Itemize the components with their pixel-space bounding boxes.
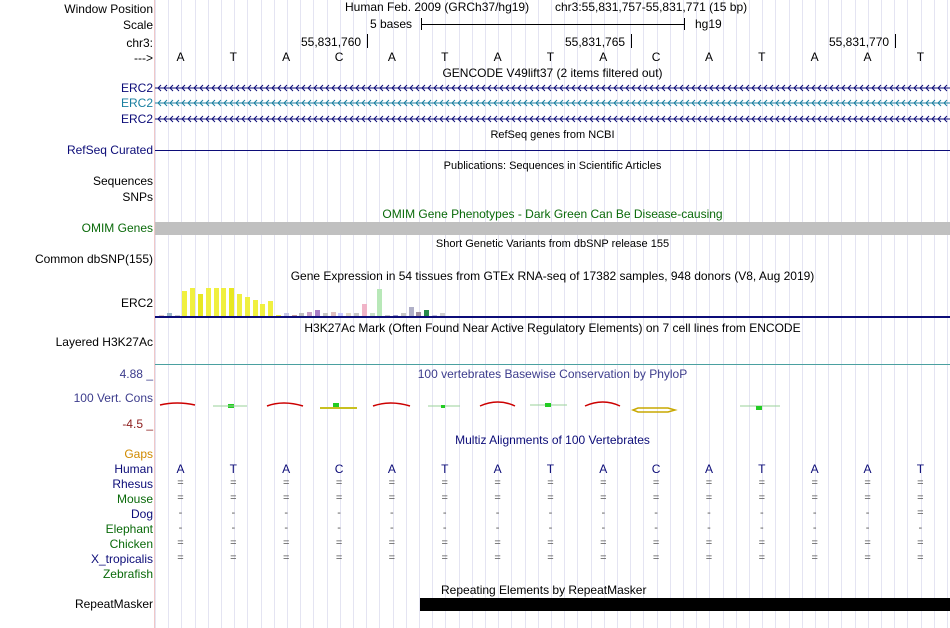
alignment-cell: - [442, 507, 447, 519]
omim-phenotype-bar[interactable] [155, 222, 950, 235]
alignment-cell: = [917, 477, 924, 489]
browser-track-image[interactable] [155, 0, 950, 628]
multiz-species-label[interactable]: Rhesus [112, 477, 153, 491]
omim-track-title: OMIM Gene Phenotypes - Dark Green Can Be Disease-causing [382, 207, 723, 221]
alignment-cell: = [388, 537, 396, 549]
gtex-tissue-bar[interactable] [362, 304, 367, 316]
base-letter: A [176, 50, 185, 64]
multiz-alignment-row [155, 567, 950, 581]
alignment-cell: = [335, 552, 343, 564]
alignment-cell: - [178, 522, 183, 534]
multiz-gaps-label[interactable]: Gaps [124, 447, 153, 461]
gtex-track-title: Gene Expression in 54 tissues from GTEx RNA-seq of 17382 samples, 948 donors (V8, Aug 2019) [290, 269, 815, 283]
alignment-cell: = [177, 477, 184, 489]
scale-label: Scale [122, 18, 153, 32]
multiz-species-label[interactable]: Zebrafish [102, 567, 153, 581]
multiz-alignment-row [155, 477, 950, 491]
alignment-cell: = [652, 537, 660, 549]
alignment-cell: - [654, 522, 658, 534]
alignment-cell: = [547, 552, 554, 564]
gtex-tissue-bar[interactable] [409, 307, 414, 316]
assembly-label: Human Feb. 2009 (GRCh37/hg19) [345, 0, 530, 14]
base-letter: T [758, 50, 766, 64]
multiz-species-label[interactable]: Dog [130, 507, 153, 521]
h3k27ac-track-title: H3K27Ac Mark (Often Found Near Active Regulatory Elements) on 7 cell lines from ENCODE [304, 321, 801, 335]
multiz-alignment-row [155, 537, 950, 551]
alignment-cell: = [230, 552, 237, 564]
alignment-cell: = [705, 477, 713, 489]
scale-bar [421, 18, 685, 30]
alignment-cell: - [390, 507, 394, 519]
h3k27ac-baseline [155, 364, 950, 365]
base-letter: A [493, 50, 502, 64]
multiz-alignment-row [155, 552, 950, 566]
human-base: A [599, 462, 608, 476]
omim-track-label[interactable]: OMIM Genes [81, 221, 153, 235]
alignment-cell: - [495, 522, 500, 534]
alignment-cell: - [390, 522, 394, 534]
gtex-tissue-bar[interactable] [260, 304, 265, 316]
alignment-cell: = [600, 492, 607, 504]
human-base: A [704, 462, 713, 476]
alignment-cell: = [652, 492, 660, 504]
base-letter: T [546, 50, 555, 64]
h3k27ac-track-label[interactable]: Layered H3K27Ac [55, 335, 153, 349]
base-letter: T [916, 50, 925, 64]
alignment-cell: = [441, 537, 448, 549]
base-letter: C [334, 50, 344, 64]
position-readout: chr3:55,831,757-55,831,771 (15 bp) [555, 0, 748, 14]
base-letter: A [704, 50, 713, 64]
gencode-track-title: GENCODE V49lift37 (2 items filtered out) [442, 66, 663, 80]
human-base: A [387, 462, 396, 476]
alignment-cell: = [652, 552, 660, 564]
alignment-cell: - [337, 522, 341, 534]
alignment-cell: = [282, 477, 290, 489]
base-letter: C [651, 50, 661, 64]
base-letter: A [810, 50, 819, 64]
alignment-cell: = [705, 552, 713, 564]
gtex-tissue-bar[interactable] [190, 288, 195, 317]
alignment-cell: - [707, 522, 711, 534]
repeatmasker-track-label[interactable]: RepeatMasker [74, 597, 153, 611]
alignment-cell: - [231, 507, 236, 519]
coord-tick-1 [367, 34, 368, 48]
alignment-cell: = [758, 552, 766, 564]
gtex-tissue-bar[interactable] [221, 288, 226, 317]
human-base: T [758, 462, 766, 476]
alignment-cell: = [335, 537, 343, 549]
human-base: T [229, 462, 238, 476]
alignment-cell: = [705, 492, 713, 504]
alignment-cell: = [917, 552, 924, 564]
base-letter: A [387, 50, 396, 64]
refseq-track-label[interactable]: RefSeq Curated [66, 143, 153, 157]
alignment-cell: = [758, 477, 766, 489]
alignment-cell: = [705, 537, 713, 549]
dbsnp-track-label[interactable]: Common dbSNP(155) [34, 252, 153, 266]
alignment-cell: = [230, 537, 237, 549]
phylop-max-label: 4.88 _ [119, 367, 153, 381]
alignment-cell: - [812, 507, 817, 519]
alignment-cell: = [864, 492, 871, 504]
gencode-item-label-2[interactable]: ERC2 [120, 96, 153, 110]
alignment-cell: = [177, 537, 184, 549]
alignment-cell: = [758, 492, 766, 504]
alignment-cell: = [282, 492, 290, 504]
alignment-cell: = [917, 492, 924, 504]
multiz-alignment-row [155, 522, 950, 536]
alignment-cell: = [282, 537, 290, 549]
base-letter: A [599, 50, 608, 64]
alignment-cell: = [811, 477, 818, 489]
base-sequence-row [155, 50, 950, 64]
alignment-cell: = [335, 492, 343, 504]
alignment-cell: - [865, 507, 870, 519]
coord-tick-3 [895, 34, 896, 48]
phylop-track-title: 100 vertebrates Basewise Conservation by PhyloP [417, 367, 688, 381]
multiz-species-label[interactable]: Human [114, 462, 153, 476]
multiz-track-title: Multiz Alignments of 100 Vertebrates [455, 433, 650, 447]
gtex-tissue-bar[interactable] [229, 288, 234, 317]
alignment-cell: - [231, 522, 236, 534]
gtex-tissue-bar[interactable] [214, 288, 219, 317]
alignment-cell: = [600, 477, 607, 489]
human-base: T [441, 462, 449, 476]
alignment-cell: = [177, 492, 184, 504]
alignment-cell: = [441, 492, 448, 504]
alignment-cell: - [601, 522, 606, 534]
alignment-cell: - [918, 522, 923, 534]
base-letter: A [282, 50, 291, 64]
alignment-cell: = [494, 492, 501, 504]
alignment-cell: = [177, 552, 184, 564]
strand-label: ---> [134, 51, 153, 65]
coord-label-2: 55,831,765 [565, 35, 626, 49]
gencode-gene-1[interactable] [155, 82, 950, 94]
alignment-cell: - [601, 507, 606, 519]
base-letter: T [229, 50, 238, 64]
gencode-item-label-1[interactable]: ERC2 [120, 81, 153, 95]
alignment-cell: = [600, 552, 607, 564]
multiz-alignment-row [155, 462, 950, 476]
alignment-cell: = [335, 477, 343, 489]
alignment-cell: = [547, 492, 554, 504]
human-base: A [282, 462, 291, 476]
alignment-cell: = [388, 477, 396, 489]
alignment-cell: = [441, 552, 448, 564]
alignment-cell: - [760, 507, 764, 519]
alignment-cell: = [494, 537, 501, 549]
gtex-tissue-bar[interactable] [268, 301, 273, 316]
alignment-cell: = [230, 492, 237, 504]
publications-track-title: Publications: Sequences in Scientific Articles [443, 160, 662, 172]
base-letter: T [441, 50, 449, 64]
multiz-species-label[interactable]: X_tropicalis [90, 552, 153, 566]
phylop-conservation-plot[interactable] [155, 396, 950, 418]
gencode-gene-3[interactable] [155, 113, 950, 125]
alignment-cell: = [282, 552, 290, 564]
gtex-track-label[interactable]: ERC2 [120, 296, 153, 310]
phylop-min-label: -4.5 _ [122, 417, 153, 431]
scale-value: 5 bases [370, 17, 413, 31]
gtex-gene-line [155, 316, 950, 318]
multiz-species-label[interactable]: Mouse [116, 492, 153, 506]
alignment-cell: - [442, 522, 447, 534]
multiz-alignment-row [155, 507, 950, 521]
human-base: C [334, 462, 344, 476]
alignment-cell: - [284, 507, 289, 519]
human-base: T [916, 462, 925, 476]
repeatmasker-element[interactable] [420, 598, 950, 611]
alignment-cell: = [917, 537, 924, 549]
alignment-cell: - [760, 522, 764, 534]
alignment-cell: - [707, 507, 711, 519]
human-base: A [176, 462, 185, 476]
alignment-cell: - [548, 507, 553, 519]
alignment-cell: - [654, 507, 658, 519]
alignment-cell: = [758, 537, 766, 549]
alignment-cell: = [547, 537, 554, 549]
human-base: T [546, 462, 555, 476]
refseq-gene-line[interactable] [155, 150, 950, 151]
alignment-cell: = [917, 507, 924, 519]
alignment-cell: = [811, 492, 818, 504]
chrom-label: chr3: [126, 36, 153, 50]
alignment-cell: = [811, 537, 818, 549]
publications-snps-label[interactable]: SNPs [122, 190, 153, 204]
gtex-tissue-bar[interactable] [253, 300, 258, 317]
refseq-track-title: RefSeq genes from NCBI [490, 129, 615, 141]
publications-sequences-label[interactable]: Sequences [92, 174, 153, 188]
alignment-cell: = [388, 492, 396, 504]
dbsnp-track-title: Short Genetic Variants from dbSNP release 155 [435, 238, 670, 250]
alignment-cell: = [494, 552, 501, 564]
gtex-tissue-bar[interactable] [237, 294, 242, 317]
alignment-cell: - [812, 522, 817, 534]
human-base: A [493, 462, 502, 476]
gencode-gene-2[interactable] [155, 97, 950, 109]
alignment-cell: - [178, 507, 183, 519]
scale-db: hg19 [695, 17, 722, 31]
gtex-tissue-bar[interactable] [377, 289, 382, 316]
gtex-tissue-bar[interactable] [198, 294, 203, 317]
alignment-cell: = [230, 477, 237, 489]
human-base: C [651, 462, 661, 476]
alignment-cell: - [495, 507, 500, 519]
human-base: A [863, 462, 872, 476]
alignment-cell: = [864, 552, 871, 564]
alignment-cell: - [337, 507, 341, 519]
alignment-cell: = [864, 537, 871, 549]
alignment-cell: = [811, 552, 818, 564]
alignment-cell: - [865, 522, 870, 534]
multiz-species-label[interactable]: Elephant [105, 522, 153, 536]
coord-label-1: 55,831,760 [301, 35, 362, 49]
multiz-alignment-rows[interactable] [155, 462, 950, 582]
multiz-alignment-row [155, 492, 950, 506]
alignment-cell: - [284, 522, 289, 534]
window-position-label: Window Position [64, 2, 153, 16]
repeatmasker-track-title: Repeating Elements by RepeatMasker [441, 583, 647, 597]
base-letter: A [863, 50, 872, 64]
alignment-cell: = [600, 537, 607, 549]
alignment-cell: = [547, 477, 554, 489]
gtex-tissue-bar[interactable] [206, 288, 211, 317]
alignment-cell: = [494, 477, 501, 489]
phylop-track-label[interactable]: 100 Vert. Cons [73, 391, 153, 405]
alignment-cell: = [441, 477, 448, 489]
human-base: A [810, 462, 819, 476]
gencode-item-label-3[interactable]: ERC2 [120, 112, 153, 126]
gtex-expression-chart[interactable] [159, 284, 519, 316]
coord-tick-2 [631, 34, 632, 48]
multiz-species-label[interactable]: Chicken [109, 537, 153, 551]
gtex-tissue-bar[interactable] [245, 297, 250, 317]
alignment-cell: = [864, 477, 871, 489]
alignment-cell: - [548, 522, 553, 534]
gtex-tissue-bar[interactable] [182, 291, 187, 317]
alignment-cell: = [388, 552, 396, 564]
coord-label-3: 55,831,770 [829, 35, 890, 49]
alignment-cell: = [652, 477, 660, 489]
